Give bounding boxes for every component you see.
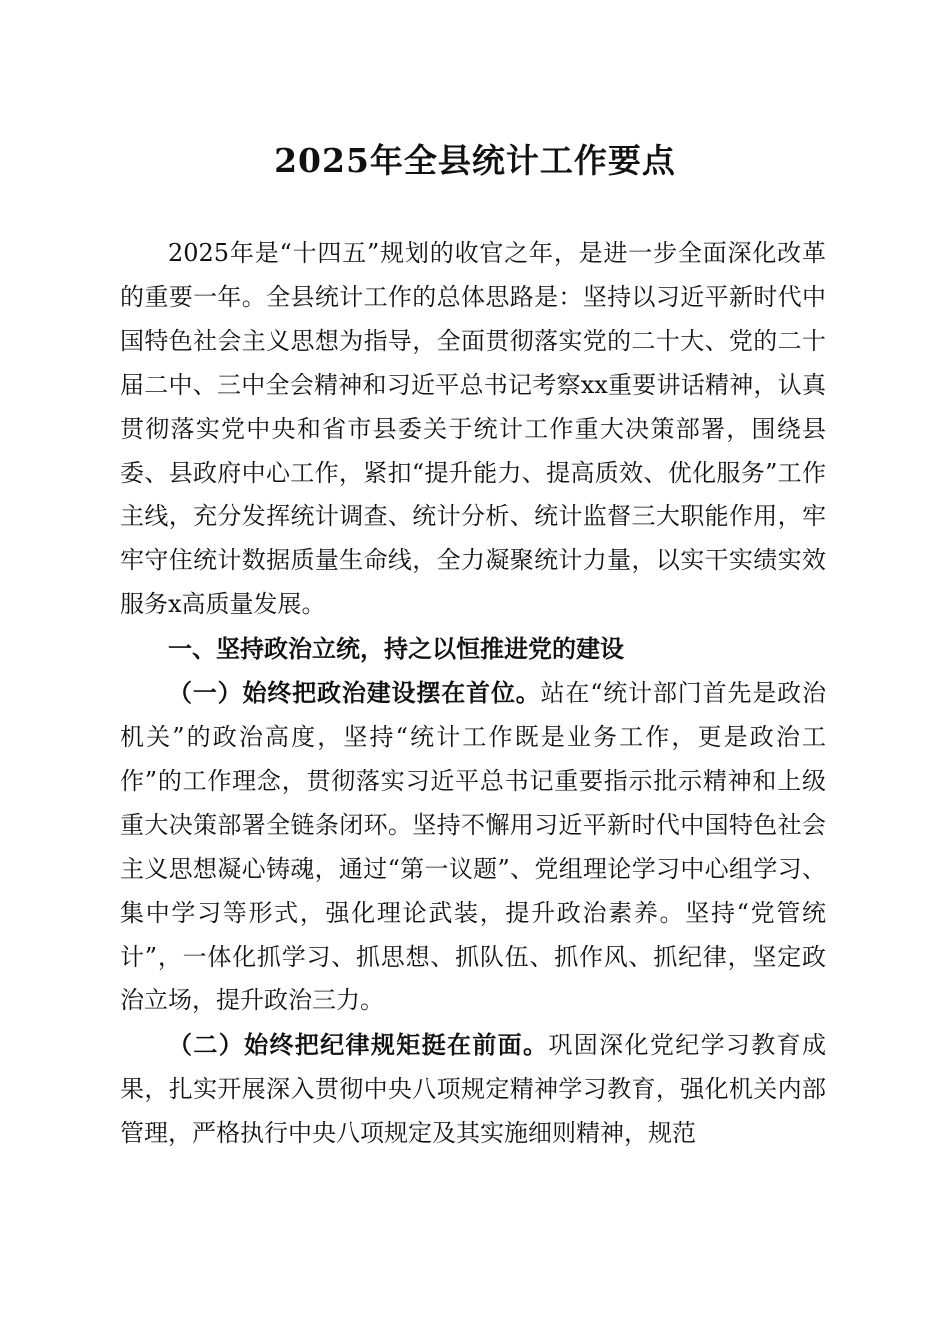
document-title: 2025年全县统计工作要点 [274, 141, 676, 180]
item-lead-1: （一）始终把政治建设摆在首位。 [168, 678, 541, 708]
item-text-2: 巩固深化党纪学习教育成果，扎实开展深入贯彻中央八项规定精神学习教育，强化机关内部管理，严格执行中央八项规定及其实施细则精神，规范 [120, 1031, 827, 1148]
document-body [120, 232, 826, 1156]
item-text-1: 站在“统计部门首先是政治机关”的政治高度，坚持“统计工作既是业务工作，更是政治工作”的工作理念，贯彻落实习近平总书记重要指示批示精神和上级重大决策部署全链条闭环。坚持不懈用习近平新时代中国特色社会主义思想凝心铸魂，通过“第一议题”、党组理论学习中心组学习、集中学习等形式，强化理论武装，提升政治素养。坚持“党管统计”，一体化抓学习、抓思想、抓队伍、抓作风、抓纪律，坚定政治立场，提升政治三力。 [120, 679, 826, 1015]
section-heading: 一、坚持政治立统，持之以恒推进党的建设 [168, 634, 624, 664]
item-lead-2: （二）始终把纪律规矩挺在前面。 [168, 1030, 549, 1060]
item-paragraph-2 [120, 1023, 826, 1156]
item-paragraph-1 [120, 671, 826, 1023]
intro-paragraph: 2025年是“十四五”规划的收官之年，是进一步全面深化改革的重要一年。全县统计工作的总体思路是：坚持以习近平新时代中国特色社会主义思想为指导，全面贯彻落实党的二十大、党的二十届二中、三中全会精神和习近平总书记考察xx重要讲话精神，认真贯彻落实党中央和省市县委关于统计工作重大决策部署，围绕县委、县政府中心工作，紧扣“提升能力、提高质效、优化服务”工作主线，充分发挥统计调查、统计分析、统计监督三大职能作用，牢牢守住统计数据质量生命线，全力凝聚统计力量，以实干实绩实效服务x高质量发展。 [120, 239, 826, 619]
